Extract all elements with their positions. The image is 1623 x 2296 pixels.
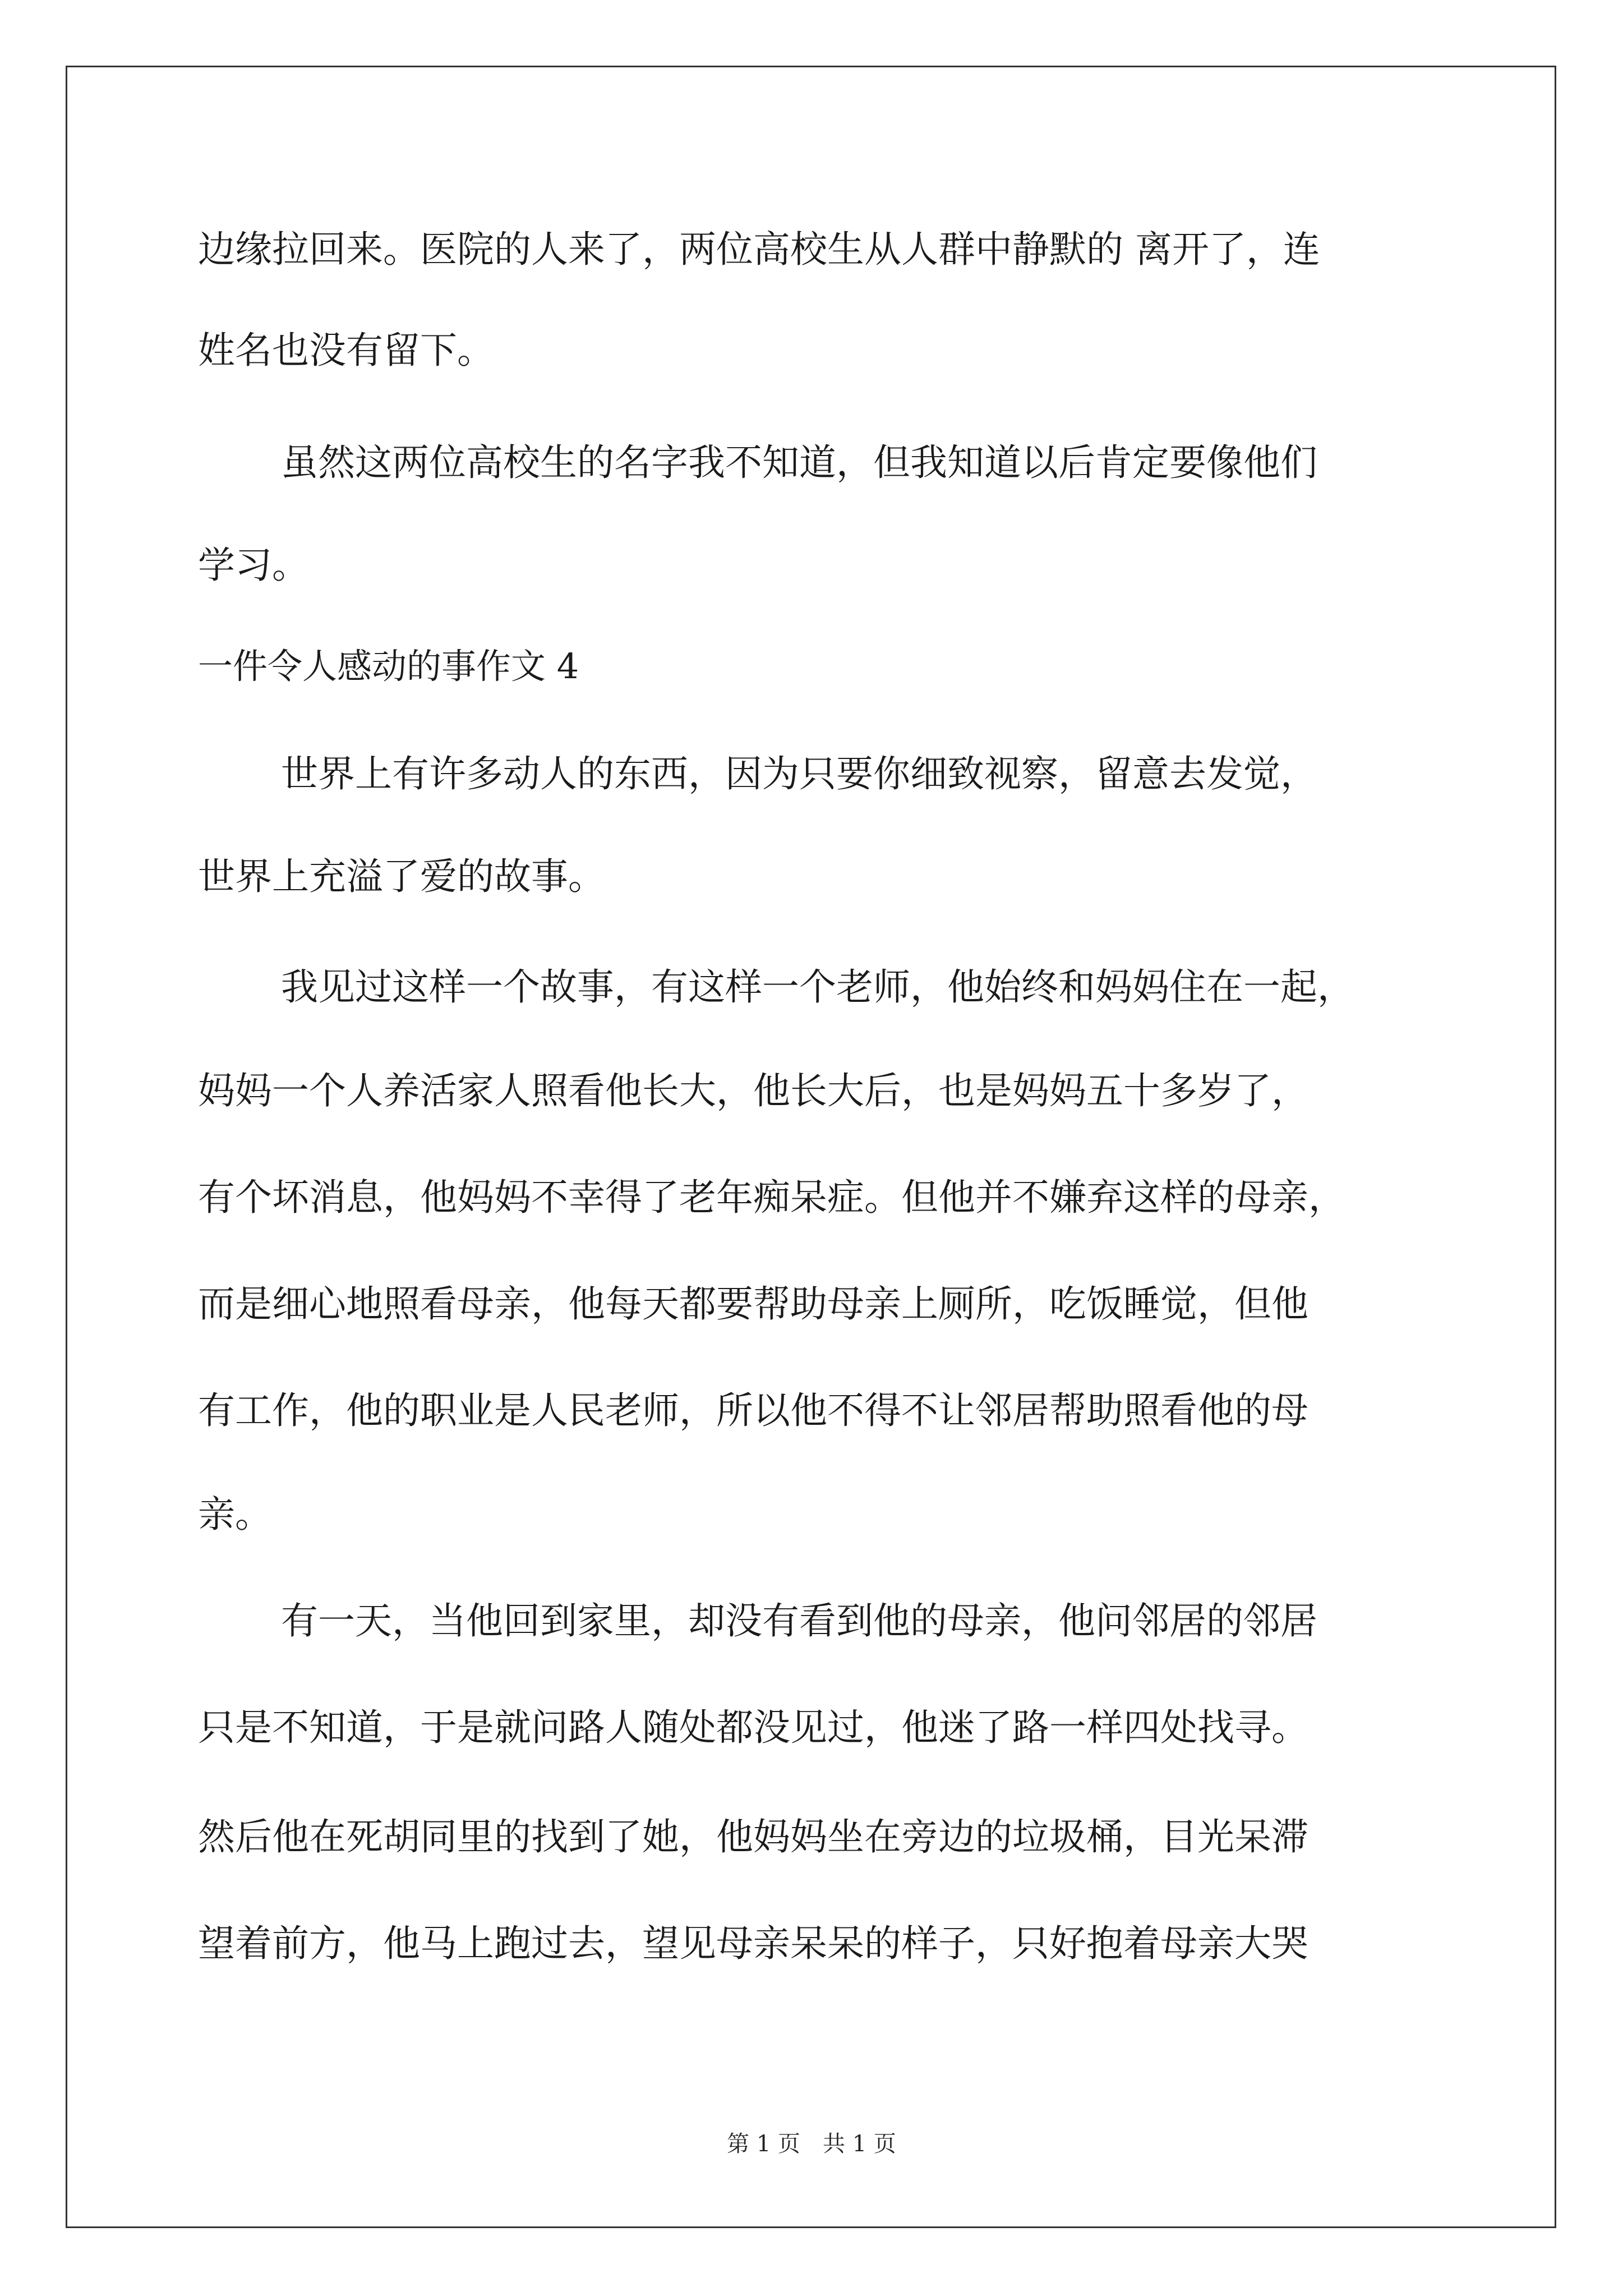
text-line-13: 亲。 <box>198 1493 272 1536</box>
text-line-3: 虽然这两位高校生的名字我不知道，但我知道以后肯定要像他们 <box>281 441 1317 484</box>
page-footer: 第 1 页 共 1 页 <box>727 2131 896 2157</box>
text-line-1: 边缘拉回来。医院的人来了，两位高校生从人群中静默的 离开了，连 <box>198 228 1320 271</box>
text-line-14: 有一天，当他回到家里，却没有看到他的母亲，他问邻居的邻居 <box>281 1599 1317 1642</box>
text-line-9: 妈妈一个人养活家人照看他长大，他长大后，也是妈妈五十多岁了， <box>198 1069 1308 1112</box>
text-line-2: 姓名也没有留下。 <box>198 329 494 372</box>
text-line-4: 学习。 <box>198 544 309 587</box>
text-line-15: 只是不知道，于是就问路人随处都没见过，他迷了路一样四处找寻。 <box>198 1706 1308 1749</box>
text-line-10: 有个坏消息，他妈妈不幸得了老年痴呆症。但他并不嫌弃这样的母亲， <box>198 1176 1345 1219</box>
section-heading: 一件令人感动的事作文 4 <box>198 646 579 687</box>
text-line-16: 然后他在死胡同里的找到了她，他妈妈坐在旁边的垃圾桶，目光呆滞 <box>198 1815 1308 1858</box>
text-line-17: 望着前方，他马上跑过去，望见母亲呆呆的样子，只好抱着母亲大哭 <box>198 1922 1308 1965</box>
text-line-7: 世界上充溢了爱的故事。 <box>198 855 605 898</box>
page-border <box>66 66 1556 2228</box>
text-line-6: 世界上有许多动人的东西，因为只要你细致视察，留意去发觉， <box>281 752 1317 795</box>
text-line-12: 有工作，他的职业是人民老师，所以他不得不让邻居帮助照看他的母 <box>198 1389 1308 1432</box>
text-line-8: 我见过这样一个故事，有这样一个老师，他始终和妈妈住在一起， <box>281 965 1354 1009</box>
text-line-11: 而是细心地照看母亲，他每天都要帮助母亲上厕所，吃饭睡觉，但他 <box>198 1282 1308 1326</box>
